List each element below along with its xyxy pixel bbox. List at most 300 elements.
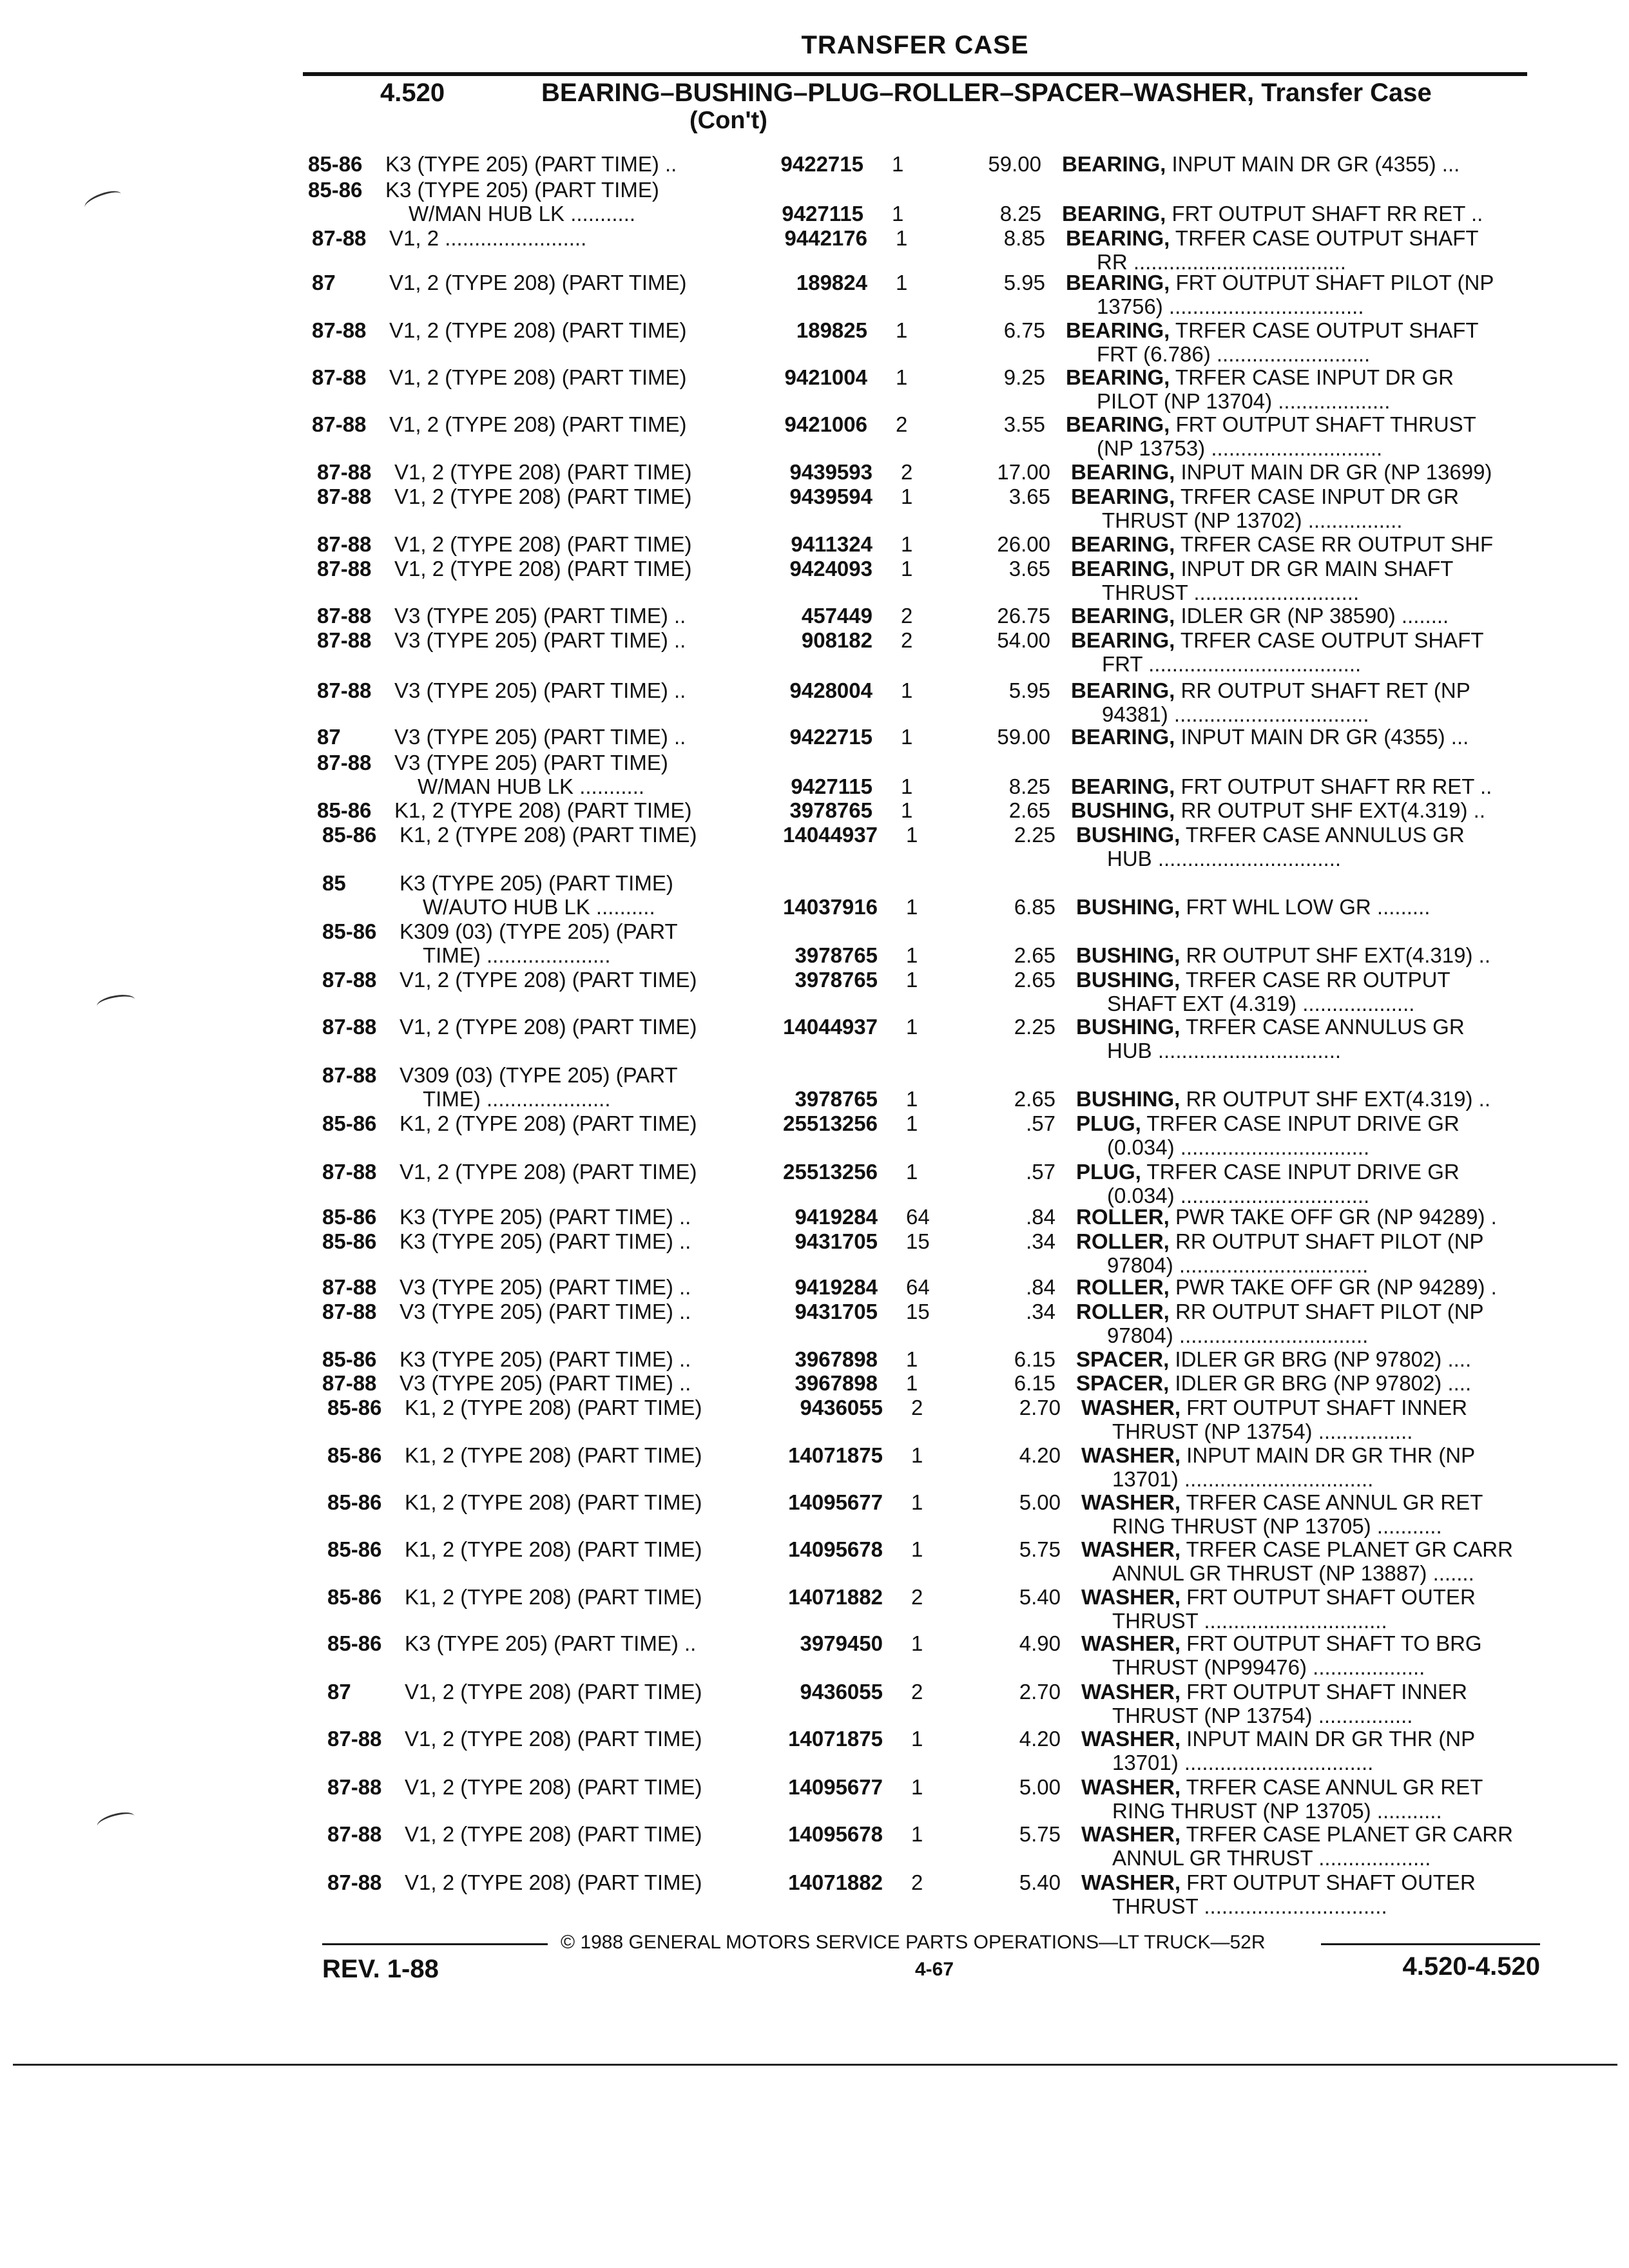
section-number: 4.520 — [380, 79, 445, 107]
part-type: WASHER, — [1081, 1443, 1181, 1467]
part-number: 9439594 — [789, 485, 872, 508]
price: 9.25 — [1003, 365, 1045, 389]
model-desc-cont: W/AUTO HUB LK .......... — [423, 895, 655, 919]
part-description — [1081, 1822, 1558, 1846]
model-year: 87-88 — [312, 412, 367, 436]
price: 5.00 — [1019, 1490, 1061, 1514]
quantity: 1 — [906, 1015, 918, 1039]
model-desc: K3 (TYPE 205) (PART TIME) .. — [400, 1205, 691, 1229]
part-description — [1071, 485, 1548, 508]
part-number: 25513256 — [783, 1111, 878, 1135]
part-description-cont: RING THRUST (NP 13705) ........... — [1112, 1514, 1442, 1538]
model-year: 85-86 — [322, 919, 377, 943]
model-desc-cont: W/MAN HUB LK ........... — [409, 202, 636, 226]
part-row — [0, 871, 1629, 923]
model-year: 87 — [327, 1680, 351, 1704]
price: 26.75 — [997, 604, 1050, 628]
part-description-cont: (NP 13753) ............................. — [1097, 436, 1383, 460]
part-detail: TRFER CASE ANNUL GR RET — [1181, 1490, 1483, 1514]
model-year: 87-88 — [317, 628, 372, 652]
price: 4.90 — [1019, 1631, 1061, 1655]
price: .57 — [1026, 1160, 1055, 1184]
part-number: 457449 — [801, 604, 872, 628]
part-type: BUSHING, — [1076, 1015, 1181, 1039]
price: 4.20 — [1019, 1727, 1061, 1751]
price: 2.25 — [1014, 823, 1055, 847]
part-detail: INPUT MAIN DR GR THR (NP — [1181, 1443, 1476, 1467]
quantity: 1 — [906, 1371, 918, 1395]
quantity: 1 — [892, 152, 904, 176]
part-number: 9431705 — [795, 1229, 878, 1253]
part-number: 14095677 — [788, 1490, 883, 1514]
part-description — [1081, 1727, 1558, 1751]
part-type: PLUG, — [1076, 1111, 1141, 1135]
model-year: 85-86 — [322, 1111, 377, 1135]
quantity: 1 — [911, 1537, 923, 1561]
part-detail: TRFER CASE INPUT DR GR — [1170, 365, 1454, 389]
section-range: 4.520-4.520 — [1402, 1952, 1540, 1981]
quantity: 1 — [901, 485, 913, 508]
part-description-cont: FRT .................................... — [1102, 652, 1362, 676]
model-year: 87-88 — [317, 460, 372, 484]
model-year: 85-86 — [327, 1490, 382, 1514]
part-type: BEARING, — [1071, 725, 1175, 749]
model-year: 87-88 — [317, 532, 372, 556]
model-desc: V1, 2 (TYPE 208) (PART TIME) — [405, 1727, 702, 1751]
part-detail: RR OUTPUT SHAFT PILOT (NP — [1169, 1229, 1484, 1253]
part-number: 3979450 — [800, 1631, 883, 1655]
part-description-cont: HUB ............................... — [1107, 847, 1342, 870]
model-year: 85-86 — [327, 1396, 382, 1419]
quantity: 1 — [906, 1347, 918, 1371]
model-year: 87 — [312, 271, 336, 294]
price: .34 — [1026, 1229, 1055, 1253]
part-description — [1081, 1396, 1558, 1419]
part-row — [0, 271, 1629, 322]
part-number: 9431705 — [795, 1300, 878, 1323]
part-description — [1071, 798, 1548, 822]
part-description-cont: HUB ............................... — [1107, 1039, 1342, 1062]
part-type: BEARING, — [1066, 412, 1170, 436]
part-detail: PWR TAKE OFF GR (NP 94289) . — [1169, 1275, 1497, 1299]
model-desc: V3 (TYPE 205) (PART TIME) — [394, 751, 668, 774]
part-number: 9421004 — [784, 365, 867, 389]
part-number: 14095678 — [788, 1822, 883, 1846]
part-description — [1081, 1775, 1558, 1799]
part-number: 3978765 — [795, 968, 878, 992]
part-type: BEARING, — [1071, 678, 1175, 702]
price: .84 — [1026, 1205, 1055, 1229]
price: .84 — [1026, 1275, 1055, 1299]
part-row — [0, 412, 1629, 464]
price: 59.00 — [988, 152, 1041, 176]
model-year: 87-88 — [312, 226, 367, 250]
part-description — [1076, 1015, 1553, 1039]
price: 8.25 — [1008, 774, 1050, 798]
part-description — [1076, 1111, 1553, 1135]
part-detail: FRT WHL LOW GR ......... — [1180, 895, 1431, 919]
model-year: 85-86 — [322, 1347, 377, 1371]
part-row — [0, 823, 1629, 874]
part-description — [1076, 823, 1553, 847]
part-description — [1081, 1631, 1558, 1655]
model-year: 85-86 — [327, 1585, 382, 1609]
model-year: 85 — [322, 871, 346, 895]
part-number: 9436055 — [800, 1680, 883, 1704]
part-description — [1076, 895, 1553, 919]
part-detail: FRT OUTPUT SHAFT OUTER — [1181, 1870, 1476, 1894]
model-desc: V3 (TYPE 205) (PART TIME) .. — [400, 1275, 691, 1299]
part-row — [0, 1631, 1629, 1683]
part-number: 14095677 — [788, 1775, 883, 1799]
part-detail: RR OUTPUT SHF EXT(4.319) .. — [1175, 798, 1485, 822]
model-desc: K3 (TYPE 205) (PART TIME) — [385, 178, 659, 202]
part-detail: TRFER CASE OUTPUT SHAFT — [1170, 226, 1479, 250]
part-number: 9422715 — [789, 725, 872, 749]
price: 2.70 — [1019, 1396, 1061, 1419]
part-number: 189825 — [796, 318, 867, 342]
part-number: 908182 — [801, 628, 872, 652]
quantity: 1 — [906, 1087, 918, 1111]
model-year: 87-88 — [327, 1822, 382, 1846]
part-type: BEARING, — [1066, 271, 1170, 294]
part-number: 25513256 — [783, 1160, 878, 1184]
model-desc: K1, 2 (TYPE 208) (PART TIME) — [400, 1111, 697, 1135]
part-description-cont: ANNUL GR THRUST (NP 13887) ....... — [1112, 1561, 1474, 1585]
part-detail: TRFER CASE RR OUTPUT SHF — [1175, 532, 1494, 556]
price: 17.00 — [997, 460, 1050, 484]
price: 2.65 — [1008, 798, 1050, 822]
part-type: BEARING, — [1062, 152, 1166, 176]
model-desc: V1, 2 (TYPE 208) (PART TIME) — [394, 532, 692, 556]
part-type: BEARING, — [1066, 226, 1170, 250]
quantity: 15 — [906, 1229, 930, 1253]
part-detail: FRT OUTPUT SHAFT RR RET .. — [1175, 774, 1492, 798]
part-type: BEARING, — [1062, 202, 1166, 226]
model-desc: V3 (TYPE 205) (PART TIME) .. — [394, 725, 686, 749]
section-continued: (Con't) — [689, 107, 767, 134]
price: 54.00 — [997, 628, 1050, 652]
part-detail: RR OUTPUT SHF EXT(4.319) .. — [1180, 1087, 1490, 1111]
model-desc: V1, 2 (TYPE 208) (PART TIME) — [394, 460, 692, 484]
part-description — [1071, 725, 1548, 749]
part-description — [1081, 1490, 1558, 1514]
part-detail: FRT OUTPUT SHAFT THRUST — [1170, 412, 1476, 436]
part-description-cont: RR .................................... — [1097, 250, 1346, 274]
model-year: 85-86 — [322, 1205, 377, 1229]
quantity: 2 — [911, 1680, 923, 1704]
price: .57 — [1026, 1111, 1055, 1135]
quantity: 1 — [911, 1443, 923, 1467]
model-year: 87-88 — [317, 557, 372, 581]
quantity: 1 — [911, 1490, 923, 1514]
part-detail: INPUT MAIN DR GR THR (NP — [1181, 1727, 1476, 1751]
part-description — [1076, 1205, 1553, 1229]
price: 26.00 — [997, 532, 1050, 556]
part-row — [0, 628, 1629, 680]
quantity: 2 — [911, 1585, 923, 1609]
price: 6.85 — [1014, 895, 1055, 919]
part-detail: TRFER CASE OUTPUT SHAFT — [1170, 318, 1479, 342]
model-desc: V1, 2 ........................ — [389, 226, 587, 250]
part-type: BEARING, — [1071, 460, 1175, 484]
part-number: 9427115 — [791, 774, 872, 798]
part-number: 14044937 — [783, 1015, 878, 1039]
model-year: 87-88 — [317, 678, 372, 702]
quantity: 2 — [911, 1396, 923, 1419]
model-year: 85-86 — [308, 178, 363, 202]
model-desc: K1, 2 (TYPE 208) (PART TIME) — [405, 1396, 702, 1419]
part-detail: PWR TAKE OFF GR (NP 94289) . — [1169, 1205, 1497, 1229]
price: 2.65 — [1014, 968, 1055, 992]
part-number: 3967898 — [795, 1371, 878, 1395]
bottom-rule — [13, 2064, 1617, 2066]
model-desc-cont: TIME) ..................... — [423, 1087, 611, 1111]
part-detail: TRFER CASE OUTPUT SHAFT — [1175, 628, 1484, 652]
model-desc: V1, 2 (TYPE 208) (PART TIME) — [394, 557, 692, 581]
part-detail: RR OUTPUT SHF EXT(4.319) .. — [1180, 943, 1490, 967]
part-number: 9442176 — [784, 226, 867, 250]
part-detail: INPUT MAIN DR GR (NP 13699) — [1175, 460, 1492, 484]
price: 5.95 — [1003, 271, 1045, 294]
part-description — [1081, 1680, 1558, 1704]
part-description — [1062, 152, 1539, 176]
part-row — [0, 1585, 1629, 1637]
model-year: 87-88 — [312, 318, 367, 342]
part-number: 9411324 — [791, 532, 872, 556]
part-description — [1062, 202, 1539, 226]
quantity: 1 — [901, 774, 913, 798]
part-description-cont: 97804) ................................ — [1107, 1253, 1369, 1277]
part-row — [0, 1111, 1629, 1163]
model-desc: V1, 2 (TYPE 208) (PART TIME) — [400, 968, 697, 992]
part-description-cont: 97804) ................................ — [1107, 1323, 1369, 1347]
part-description — [1076, 1275, 1553, 1299]
price: 6.15 — [1014, 1371, 1055, 1395]
part-number: 3967898 — [795, 1347, 878, 1371]
part-detail: TRFER CASE RR OUTPUT — [1180, 968, 1451, 992]
part-row — [0, 1680, 1629, 1731]
part-detail: TRFER CASE INPUT DRIVE GR — [1141, 1111, 1460, 1135]
part-description-cont: (0.034) ................................ — [1107, 1184, 1370, 1207]
part-row — [0, 1490, 1629, 1542]
part-type: ROLLER, — [1076, 1300, 1170, 1323]
part-description — [1076, 1229, 1553, 1253]
model-desc: V1, 2 (TYPE 208) (PART TIME) — [389, 318, 687, 342]
part-type: BEARING, — [1071, 532, 1175, 556]
price: 5.40 — [1019, 1585, 1061, 1609]
model-year: 87-88 — [322, 1063, 377, 1087]
part-number: 14044937 — [783, 823, 878, 847]
quantity: 1 — [901, 678, 913, 702]
part-description — [1066, 412, 1543, 436]
price: 3.65 — [1008, 557, 1050, 581]
part-description — [1071, 604, 1548, 628]
model-desc: K309 (03) (TYPE 205) (PART — [400, 919, 678, 943]
part-description — [1066, 271, 1543, 294]
part-row — [0, 485, 1629, 536]
part-description — [1071, 774, 1548, 798]
part-number: 14071875 — [788, 1443, 883, 1467]
part-type: BUSHING, — [1076, 1087, 1181, 1111]
model-desc: K1, 2 (TYPE 208) (PART TIME) — [394, 798, 692, 822]
part-description-cont: THRUST ............................... — [1112, 1609, 1387, 1633]
quantity: 1 — [906, 1160, 918, 1184]
part-number: 9428004 — [789, 678, 872, 702]
price: 2.70 — [1019, 1680, 1061, 1704]
part-number: 14095678 — [788, 1537, 883, 1561]
part-detail: FRT OUTPUT SHAFT INNER — [1181, 1396, 1467, 1419]
price: 2.65 — [1014, 1087, 1055, 1111]
part-number: 9436055 — [800, 1396, 883, 1419]
part-row — [0, 1537, 1629, 1589]
quantity: 2 — [896, 412, 908, 436]
part-description — [1066, 226, 1543, 250]
part-description-cont: (0.034) ................................ — [1107, 1135, 1370, 1159]
part-row — [0, 1160, 1629, 1211]
footer-rule-left — [322, 1943, 548, 1945]
model-desc: V309 (03) (TYPE 205) (PART — [400, 1063, 678, 1087]
model-desc: V1, 2 (TYPE 208) (PART TIME) — [389, 271, 687, 294]
part-detail: TRFER CASE ANNULUS GR — [1180, 823, 1465, 847]
price: 3.55 — [1003, 412, 1045, 436]
part-description-cont: RING THRUST (NP 13705) ........... — [1112, 1799, 1442, 1823]
part-detail: TRFER CASE PLANET GR CARR — [1181, 1822, 1513, 1846]
model-desc: V1, 2 (TYPE 208) (PART TIME) — [389, 412, 687, 436]
part-description — [1081, 1443, 1558, 1467]
model-year: 85-86 — [322, 1229, 377, 1253]
model-year: 85-86 — [327, 1631, 382, 1655]
part-number: 14071882 — [788, 1585, 883, 1609]
model-year: 87-88 — [327, 1775, 382, 1799]
part-detail: INPUT MAIN DR GR (4355) ... — [1166, 152, 1460, 176]
part-description-cont: THRUST (NP 13754) ................ — [1112, 1704, 1413, 1727]
model-year: 87-88 — [322, 1015, 377, 1039]
quantity: 64 — [906, 1275, 930, 1299]
part-type: BUSHING, — [1076, 968, 1181, 992]
page-title: TRANSFER CASE — [801, 31, 1029, 59]
model-desc: K1, 2 (TYPE 208) (PART TIME) — [405, 1585, 702, 1609]
quantity: 1 — [911, 1775, 923, 1799]
part-description-cont: THRUST (NP 13702) ................ — [1102, 508, 1403, 532]
part-row — [0, 1443, 1629, 1495]
model-year: 87-88 — [317, 485, 372, 508]
part-row — [0, 1229, 1629, 1281]
quantity: 2 — [911, 1870, 923, 1894]
part-description — [1081, 1870, 1558, 1894]
part-row — [0, 1775, 1629, 1827]
section-title: BEARING–BUSHING–PLUG–ROLLER–SPACER–WASHER, Transfer Case — [541, 79, 1432, 107]
part-type: WASHER, — [1081, 1631, 1181, 1655]
part-detail: IDLER GR BRG (NP 97802) .... — [1169, 1347, 1472, 1371]
part-number: 9419284 — [795, 1275, 878, 1299]
price: 8.85 — [1003, 226, 1045, 250]
part-row — [0, 1727, 1629, 1778]
part-description — [1071, 532, 1548, 556]
model-year: 87-88 — [322, 1371, 377, 1395]
price: 2.25 — [1014, 1015, 1055, 1039]
part-type: BUSHING, — [1076, 823, 1181, 847]
part-description-cont: THRUST (NP 13754) ................ — [1112, 1419, 1413, 1443]
price: .34 — [1026, 1300, 1055, 1323]
part-detail: FRT OUTPUT SHAFT PILOT (NP — [1170, 271, 1494, 294]
quantity: 1 — [896, 365, 908, 389]
part-number: 3978765 — [789, 798, 872, 822]
quantity: 15 — [906, 1300, 930, 1323]
part-description-cont: THRUST ............................... — [1112, 1894, 1387, 1918]
part-type: WASHER, — [1081, 1775, 1181, 1799]
quantity: 1 — [901, 557, 913, 581]
model-desc: V1, 2 (TYPE 208) (PART TIME) — [400, 1015, 697, 1039]
quantity: 64 — [906, 1205, 930, 1229]
model-desc: V1, 2 (TYPE 208) (PART TIME) — [394, 485, 692, 508]
model-year: 85-86 — [317, 798, 372, 822]
part-row — [0, 678, 1629, 730]
quantity: 1 — [911, 1727, 923, 1751]
part-detail: FRT OUTPUT SHAFT OUTER — [1181, 1585, 1476, 1609]
quantity: 1 — [896, 271, 908, 294]
part-description — [1081, 1585, 1558, 1609]
part-type: BEARING, — [1071, 557, 1175, 581]
model-year: 85-86 — [327, 1443, 382, 1467]
part-row — [0, 557, 1629, 608]
price: 6.75 — [1003, 318, 1045, 342]
model-desc: V3 (TYPE 205) (PART TIME) .. — [400, 1371, 691, 1395]
part-detail: FRT OUTPUT SHAFT RR RET .. — [1166, 202, 1483, 226]
model-year: 87-88 — [327, 1870, 382, 1894]
part-description — [1066, 318, 1543, 342]
part-type: BEARING, — [1071, 604, 1175, 628]
page-footer — [322, 1927, 1547, 1991]
part-number: 9419284 — [795, 1205, 878, 1229]
price: 5.40 — [1019, 1870, 1061, 1894]
quantity: 1 — [906, 968, 918, 992]
model-year: 87 — [317, 725, 341, 749]
part-number: 9421006 — [784, 412, 867, 436]
price: 5.00 — [1019, 1775, 1061, 1799]
part-number: 14071875 — [788, 1727, 883, 1751]
model-year: 87-88 — [327, 1727, 382, 1751]
part-row — [0, 226, 1629, 278]
model-year: 85-86 — [308, 152, 363, 176]
part-row — [0, 1822, 1629, 1874]
part-detail: TRFER CASE INPUT DRIVE GR — [1141, 1160, 1460, 1184]
part-type: SPACER, — [1076, 1371, 1170, 1395]
part-description — [1071, 460, 1548, 484]
part-number: 9422715 — [780, 152, 863, 176]
model-desc: V3 (TYPE 205) (PART TIME) .. — [394, 604, 686, 628]
model-year: 87-88 — [322, 1160, 377, 1184]
part-type: ROLLER, — [1076, 1275, 1170, 1299]
part-description — [1071, 557, 1548, 581]
model-desc: V1, 2 (TYPE 208) (PART TIME) — [389, 365, 687, 389]
part-description-cont: ANNUL GR THRUST ................... — [1112, 1846, 1431, 1870]
part-type: BUSHING, — [1076, 943, 1181, 967]
part-detail: IDLER GR BRG (NP 97802) .... — [1169, 1371, 1472, 1395]
part-description — [1076, 968, 1553, 992]
part-type: WASHER, — [1081, 1585, 1181, 1609]
part-row — [0, 1015, 1629, 1066]
part-type: BEARING, — [1071, 774, 1175, 798]
price: 4.20 — [1019, 1443, 1061, 1467]
part-number: 9439593 — [789, 460, 872, 484]
model-desc: K3 (TYPE 205) (PART TIME) .. — [385, 152, 677, 176]
part-type: BEARING, — [1071, 485, 1175, 508]
price: 5.75 — [1019, 1537, 1061, 1561]
part-type: WASHER, — [1081, 1490, 1181, 1514]
price: 2.65 — [1014, 943, 1055, 967]
model-desc: V1, 2 (TYPE 208) (PART TIME) — [405, 1822, 702, 1846]
